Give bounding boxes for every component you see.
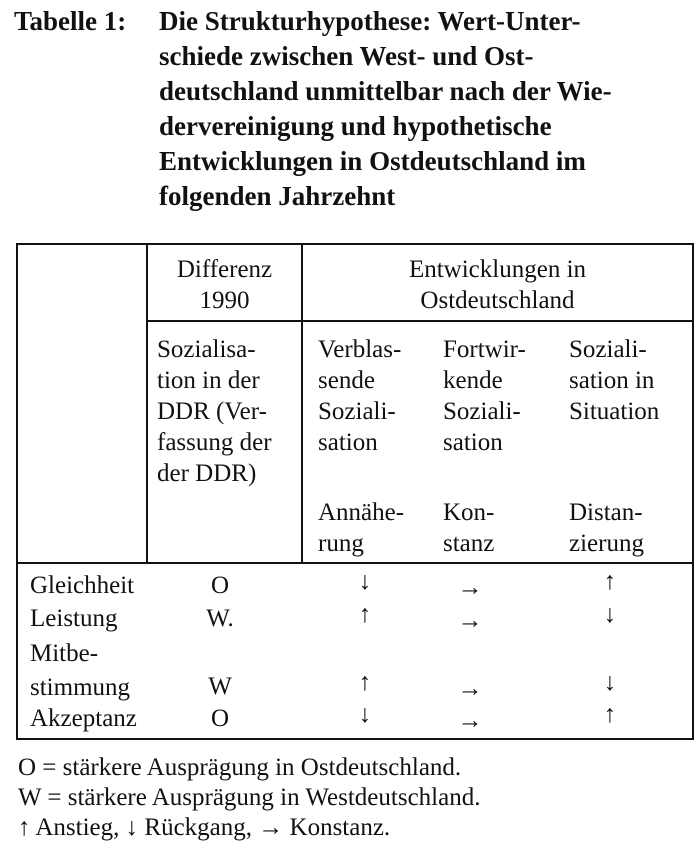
legend-w: W = stärkere Ausprägung in Westdeutschland.	[18, 784, 481, 811]
caption-label: Tabelle 1:	[14, 6, 127, 36]
row-verblassend: ↓	[358, 701, 372, 728]
header-entwicklungen: Entwicklungen in Ostdeutschland	[408, 256, 587, 314]
row-situation: ↓	[603, 601, 617, 628]
row-situation: ↑	[603, 701, 617, 728]
row-verblassend: ↑	[358, 601, 372, 628]
legend-arrows: ↑ Anstieg, ↓ Rückgang, → Konstanz.	[18, 814, 391, 841]
row-fortwirkend: →	[457, 574, 483, 601]
row-verblassend: ↑	[358, 669, 372, 696]
row-diff: W	[208, 673, 232, 700]
table-left-rule	[16, 243, 18, 740]
row-label: Gleichheit	[30, 572, 135, 599]
row-label: Akzeptanz	[30, 705, 137, 732]
legend-o: O = stärkere Ausprägung in Ostdeutschland.	[18, 754, 462, 781]
subheader-verblassende: Verblas- sende Soziali- sation	[318, 336, 402, 456]
row-fortwirkend: →	[457, 607, 483, 634]
header-differenz: Differenz 1990	[176, 256, 273, 314]
table-legend	[18, 753, 480, 843]
row-diff: O	[210, 572, 230, 599]
row-diff: O	[210, 705, 230, 732]
subheader-annaeherung: Annähe- rung	[318, 499, 405, 557]
table-bottom-rule	[16, 738, 694, 740]
header-divider-rule	[146, 320, 694, 322]
body-divider-rule	[16, 562, 694, 564]
row-verblassend: ↓	[358, 568, 372, 595]
row-label: Leistung	[30, 605, 118, 632]
row-diff: W.	[206, 605, 234, 632]
row-fortwirkend: →	[457, 675, 483, 702]
table-right-rule	[692, 243, 694, 740]
row-fortwirkend: →	[457, 707, 483, 734]
subheader-fortwirkende: Fortwir- kende Soziali- sation	[443, 336, 526, 456]
subheader-sozialisation-ddr: Sozialisa- tion in der DDR (Ver- fassung der der DDR)	[157, 336, 272, 487]
caption-title: Die Strukturhypothese: Wert-Unter- schiede zwischen West- und Ost- deutschland unmittelbar nach der Wie- dervereinigung und hypothetische Entwicklungen in Ostdeutschland im folgenden Jahrzehnt	[159, 6, 612, 211]
row-label: Mitbe- stimmung	[30, 640, 131, 701]
row-situation: ↑	[603, 568, 617, 595]
row-situation: ↓	[603, 669, 617, 696]
table-top-rule	[16, 243, 694, 245]
subheader-konstanz: Kon- stanz	[443, 499, 495, 557]
subheader-distanzierung: Distan- zierung	[569, 499, 644, 557]
subheader-situation: Soziali- sation in Situation	[569, 336, 660, 425]
